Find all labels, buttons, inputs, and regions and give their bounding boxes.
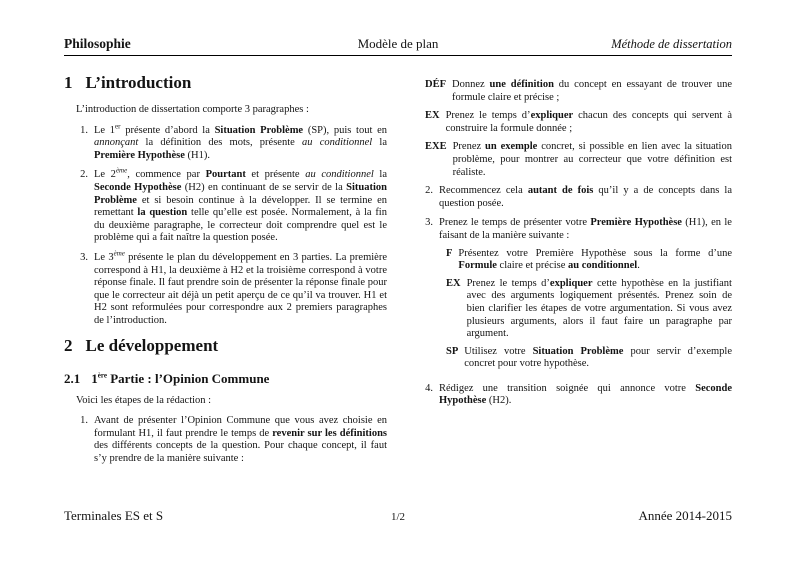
footer-year-label: Année 2014-2015: [638, 508, 733, 523]
section-number: 2: [64, 335, 73, 355]
item-text: Avant de présenter l’Opinion Commune que vous avez choisie en formulant H1, il faut prendre le temps de revenir sur les définitions des différents concepts de la question. Pour chaque concept, il faut s’y prendre de la manière suivante :: [94, 415, 387, 464]
page-header: [64, 36, 732, 52]
desc-item: [425, 110, 732, 135]
section-title: Le développement: [85, 335, 219, 355]
enum-list-continued: [409, 185, 732, 408]
right-column: [409, 65, 732, 472]
desc-item: [446, 278, 732, 341]
desc-item-text: Prenez un exemple concret, si possible en lien avec la situation problème, pour montrer au correcteur que votre définition est réaliste.: [452, 141, 732, 178]
item-number: 2.: [425, 185, 433, 197]
desc-item-label: F: [446, 247, 453, 259]
section-2-heading: [64, 336, 387, 356]
two-column-body: [64, 65, 732, 472]
item-number: 3.: [425, 217, 433, 229]
item-text: Rédigez une transition soignée qui annonce votre Seconde Hypothèse (H2).: [439, 382, 732, 407]
section-number: 1: [64, 73, 73, 92]
item-text: Le 1er présente d’abord la Situation Problème (SP), puis tout en annonçant la définition des mots, présente au conditionnel la Première Hypothèse (H1).: [94, 122, 388, 161]
enum-list-introduction: [64, 122, 388, 328]
desc-item-label: EX: [425, 110, 440, 122]
page-footer: [64, 508, 732, 524]
desc-list-hypothese: [446, 248, 732, 371]
desc-item: [446, 248, 732, 273]
desc-item-text: Prenez le temps d’expliquer cette hypothèse en la justifiant avec des arguments logiquement présentés. Prenez soin de bien clarifier les étapes de votre argumentation. Si vous avez plusieurs arguments, alors il faut faire un paragraphe par argument.: [466, 277, 732, 340]
item-number: 1.: [80, 124, 88, 136]
item-text: Le 3ème présente le plan du développement en 3 parties. La première correspond à H1, la deuxième à H2 et la troisième correspond à votre réponse finale. Il faut prendre soin de présenter la réponse finale pour que le correcteur ait déjà un petit aperçu de ce qu’il va trouver. H1 et H2 sont reformulées pour correspondre aux 2 premiers paragraphes de l’introduction.: [94, 249, 387, 326]
header-course-label: Philosophie: [64, 36, 131, 51]
list-item: [64, 166, 387, 245]
list-item: [409, 383, 732, 408]
subsection-title: 1ère Partie : l’Opinion Commune: [91, 370, 270, 386]
footer-class-label: Terminales ES et S: [64, 508, 164, 523]
subsection-2-1-heading: [64, 371, 387, 387]
desc-item-label: SP: [446, 345, 459, 357]
header-method-label: Méthode de dissertation: [611, 37, 733, 51]
enum-list-redaction: [64, 415, 387, 465]
intro-paragraph: L’introduction de dissertation comporte 3 paragraphes :: [76, 104, 309, 115]
desc-list-concepts: [425, 79, 732, 179]
desc-item-text: Donnez une définition du concept en essayant de trouver une formule claire et précise ;: [452, 79, 733, 103]
desc-item: [425, 141, 732, 179]
item-number: 4.: [425, 382, 433, 394]
desc-item-text: Prenez le temps d’expliquer chacun des concepts qui servent à construire la formule donnée ;: [445, 110, 732, 134]
desc-item-label: EX: [446, 277, 461, 289]
desc-item-label: DÉF: [425, 79, 446, 90]
header-rule: [64, 55, 732, 56]
desc-item: [446, 346, 732, 371]
header-doc-title: Modèle de plan: [357, 36, 439, 51]
list-item: [409, 185, 732, 210]
item-number: 3.: [80, 251, 88, 263]
desc-item-text: Utilisez votre Situation Problème pour servir d’exemple concret pour votre hypothèse.: [464, 345, 732, 370]
list-item: [64, 249, 387, 328]
item-text: Le 2ème, commence par Pourtant et présente au conditionnel la Seconde Hypothèse (H2) en continuant de se servir de la Situation Problème et si besoin continue à la développer. Il se termine en remettant la question telle qu’elle est posée. Normalement, à la fin du deuxième paragraphe, le correcteur doit comprendre quel est le problème qui a fait naître la question posée.: [94, 166, 387, 244]
left-column: [64, 65, 387, 472]
footer-page-number: 1/2: [390, 511, 406, 523]
item-number: 2.: [80, 169, 88, 181]
item-text: Recommencez cela autant de fois qu’il y a de concepts dans la question posée.: [439, 185, 732, 209]
subsection-number: 2.1: [64, 370, 81, 386]
section-1-heading: [64, 73, 387, 93]
list-item: [409, 217, 732, 376]
desc-item-text: Présentez votre Première Hypothèse sous la forme d’une Formule claire et précise au conditionnel.: [458, 247, 732, 272]
desc-item-label: EXE: [425, 141, 447, 153]
item-number: 1.: [80, 415, 88, 427]
section-title: L’introduction: [85, 73, 192, 92]
desc-item: [425, 79, 732, 104]
list-item: [64, 415, 387, 465]
item-body: [439, 217, 732, 376]
item-text: Prenez le temps de présenter votre Première Hypothèse (H1), en le faisant de la manière suivante :: [439, 217, 732, 241]
steps-intro-paragraph: Voici les étapes de la rédaction :: [76, 394, 212, 406]
list-item: [64, 122, 388, 163]
